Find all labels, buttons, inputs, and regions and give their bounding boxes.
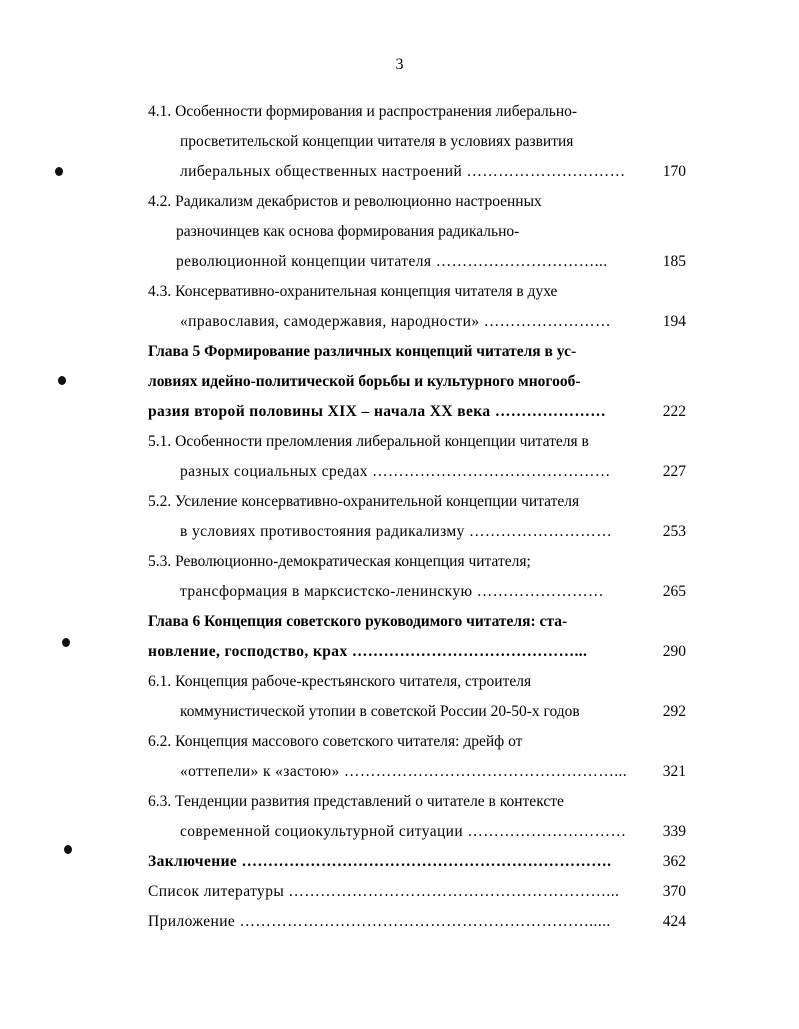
toc-6-3-page: 339 (662, 823, 686, 840)
toc-4-2-line-1: 4.2. Радикализм декабристов и революционно настроенных (148, 193, 542, 210)
toc-5-3-line-2: трансформация в марксистско-ленинскую …………………… (180, 583, 604, 600)
toc-ch6-page: 290 (662, 643, 686, 660)
toc-4-1-line-2: просветительской концепции читателя в условиях развития (180, 133, 574, 150)
toc-conclusion-page: 362 (662, 853, 686, 870)
toc-literature-page: 370 (662, 883, 686, 900)
toc-4-1-line-3: либеральных общественных настроений ………………………… (180, 163, 626, 180)
toc-4-2-line-2: разночинцев как основа формирования радикально- (176, 223, 520, 240)
toc-6-2-line-2: «оттепели» к «застою» ……………………………………………... (180, 763, 628, 780)
toc-5-3-line-1: 5.3. Революционно-демократическая концепция читателя; (148, 553, 531, 570)
toc-6-1-page: 292 (662, 703, 686, 720)
toc-6-3-line-2: современной социокультурной ситуации ………………………… (180, 823, 627, 840)
punch-hole-mark (62, 638, 70, 647)
toc-ch5-line-2: ловиях идейно-политической борьбы и культурного многооб- (148, 373, 581, 390)
toc-appendix-page: 424 (662, 913, 686, 930)
toc-appendix: Приложение …………………………………………………………..... (148, 913, 611, 930)
toc-5-3-page: 265 (662, 583, 686, 600)
toc-ch6-line-1: Глава 6 Концепция советского руководимого читателя: ста- (148, 613, 568, 630)
toc-conclusion: Заключение ……………………………………………………………. (148, 853, 612, 870)
toc-4-1-page: 170 (662, 163, 686, 180)
toc-4-3-line-1: 4.3. Консервативно-охранительная концепция читателя в духе (148, 283, 558, 300)
toc-ch6-line-2: новление, господство, крах ……………………………………... (148, 643, 588, 660)
toc-ch5-page: 222 (662, 403, 686, 420)
toc-4-3-page: 194 (662, 313, 686, 330)
toc-4-2-page: 185 (662, 253, 686, 270)
toc-5-2-line-1: 5.2. Усиление консервативно-охранительной концепции читателя (148, 493, 580, 510)
toc-literature: Список литературы ……………………………………………………... (148, 883, 620, 900)
page-number: 3 (395, 56, 404, 73)
toc-ch5-line-1: Глава 5 Формирование различных концепций читателя в ус- (148, 343, 577, 360)
toc-4-2-line-3: революционной концепции читателя …………………………... (176, 253, 608, 270)
toc-5-2-page: 253 (662, 523, 686, 540)
toc-ch5-line-3: разия второй половины XIX – начала XX века ………………… (148, 403, 607, 420)
toc-6-3-line-1: 6.3. Тенденции развития представлений о читателе в контексте (148, 793, 564, 810)
toc-4-1-line-1: 4.1. Особенности формирования и распространения либерально- (148, 103, 578, 120)
toc-6-2-line-1: 6.2. Концепция массового советского читателя: дрейф от (148, 733, 523, 750)
toc-6-1-line-1: 6.1. Концепция рабоче-крестьянского читателя, строителя (148, 673, 532, 690)
toc-5-1-page: 227 (662, 463, 686, 480)
toc-5-1-line-2: разных социальных средах ……………………………………… (180, 463, 611, 480)
toc-6-1-line-2: коммунистической утопии в советской России 20-50-х годов (180, 703, 580, 720)
toc-4-3-line-2: «православия, самодержавия, народности» …………………… (180, 313, 611, 330)
toc-5-1-line-1: 5.1. Особенности преломления либеральной концепции читателя в (148, 433, 589, 450)
toc-6-2-page: 321 (662, 763, 686, 780)
toc-5-2-line-2: в условиях противостояния радикализму ……………………… (180, 523, 613, 540)
punch-hole-mark (55, 167, 63, 176)
punch-hole-mark (58, 376, 66, 385)
punch-hole-mark (64, 845, 72, 854)
